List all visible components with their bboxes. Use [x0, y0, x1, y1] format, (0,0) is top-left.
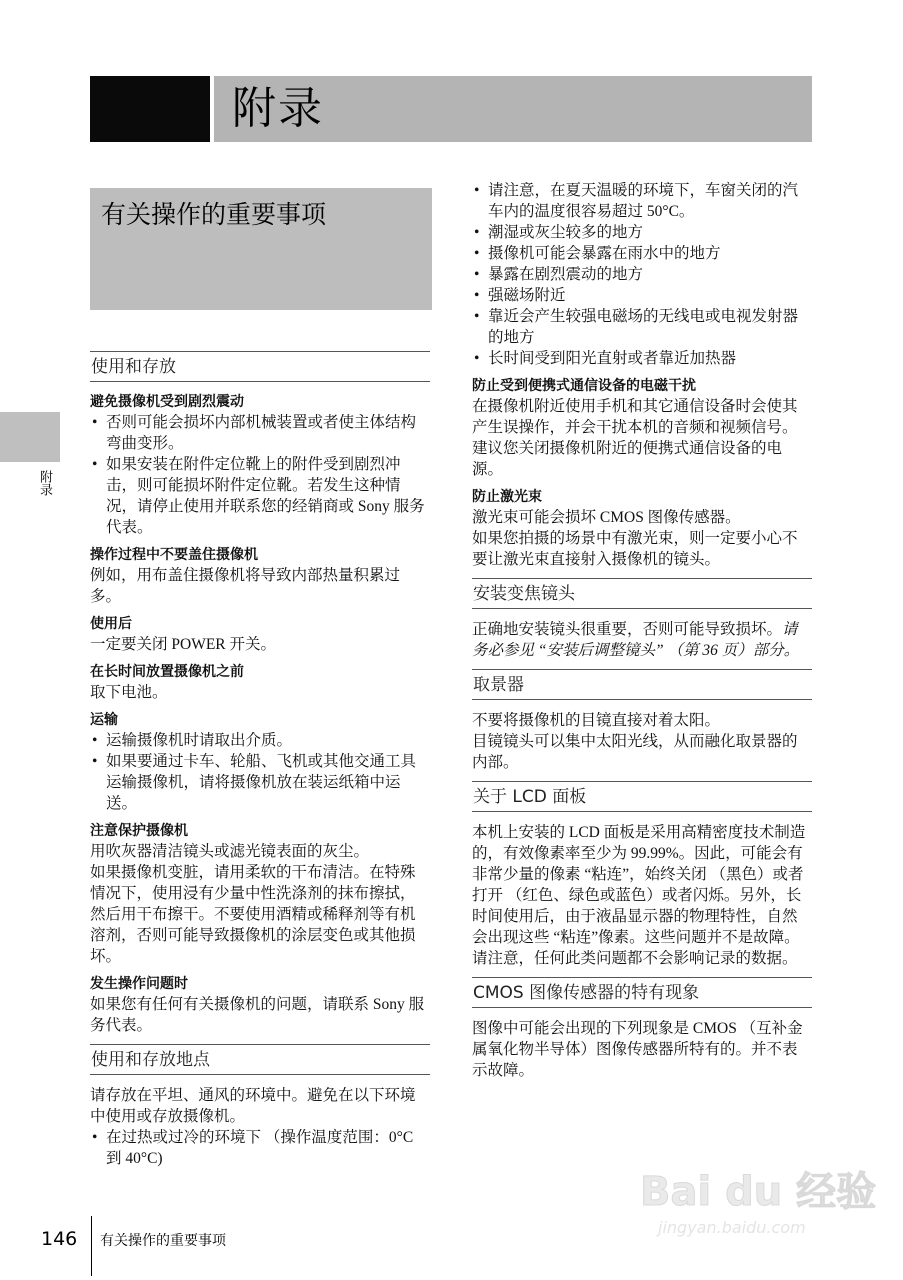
transport-list [90, 730, 430, 814]
footer-divider [91, 1216, 92, 1276]
paragraph: 如果您有任何有关摄像机的问题，请联系 Sony 服务代表。 [90, 996, 425, 1034]
paragraph: 在摄像机附近使用手机和其它通信设备时会使其产生误操作，并会干扰本机的音频和视频信号。 [472, 398, 798, 436]
subheading-problem: 发生操作问题时 [90, 976, 188, 992]
subheading-long-storage: 在长时间放置摄像机之前 [90, 664, 244, 680]
paragraph: 图像中可能会出现的下列现象是 CMOS （互补金属氧化物半导体）图像传感器所特有的。并不表示故障。 [472, 1020, 803, 1079]
right-column [472, 180, 812, 1081]
list-item: • 暴露在剧烈震动的地方 [472, 264, 812, 285]
paragraph: 一定要关闭 POWER 开关。 [90, 636, 277, 653]
list-item: • 如果安装在附件定位靴上的附件受到剧烈冲击，则可能损坏附件定位靴。若发生这种情况，请停止使用并联系您的经销商或 Sony 服务代表。 [90, 454, 430, 538]
heading-use-storage: 使用和存放 [90, 351, 430, 382]
subheading-care: 注意保护摄像机 [90, 823, 188, 839]
vibration-list [90, 412, 430, 538]
chapter-title: 附录 [232, 83, 324, 134]
side-tab [0, 412, 60, 462]
page-number: 146 [41, 1228, 78, 1250]
section-title: 有关操作的重要事项 [101, 200, 327, 229]
chapter-banner-black [90, 76, 210, 142]
watermark-url: jingyan.baidu.com [658, 1218, 806, 1237]
side-tab-label: 附录 [37, 470, 52, 496]
footer-title: 有关操作的重要事项 [100, 1233, 226, 1249]
paragraph: 不要将摄像机的目镜直接对着太阳。 [472, 712, 721, 729]
paragraph: 如果摄像机变脏，请用柔软的干布清洁。在特殊情况下，使用浸有少量中性洗涤剂的抹布擦拭，然后用干布擦干。不要使用酒精或稀释剂等有机溶剂，否则可能导致摄像机的涂层变色或其他损坏。 [90, 864, 416, 965]
heading-lcd: 关于 LCD 面板 [472, 781, 812, 812]
list-item: • 摄像机可能会暴露在雨水中的地方 [472, 243, 812, 264]
subheading-vibration: 避免摄像机受到剧烈震动 [90, 394, 244, 410]
subheading-laser: 防止激光束 [472, 489, 542, 505]
watermark [640, 1160, 877, 1270]
left-column [90, 343, 430, 1169]
list-item: • 运输摄像机时请取出介质。 [90, 730, 430, 751]
place-list [90, 1127, 430, 1169]
paragraph: 本机上安装的 LCD 面板是采用高精密度技术制造的，有效像素率至少为 99.99%。因此，可能会有非常少量的像素 “粘连”，始终关闭 （黑色）或者打开 （红色、绿色或蓝色）或者闪烁。另外，长时间使用后，由于液晶显示器的物理特性，自然会出现这些 “粘连”像素。这些问题并不是故障。请注意，任何此类问题都不会影响记录的数据。 [472, 824, 806, 967]
list-item: • 在过热或过冷的环境下 （操作温度范围：0°C 到 40°C) [90, 1127, 430, 1169]
paragraph [472, 619, 812, 661]
paragraph: 例如，用布盖住摄像机将导致内部热量积累过多。 [90, 567, 401, 605]
heading-cmos: CMOS 图像传感器的特有现象 [472, 977, 812, 1008]
subheading-after-use: 使用后 [90, 616, 132, 632]
place-list-continued [472, 180, 812, 369]
list-item: • 强磁场附近 [472, 285, 812, 306]
list-item: • 如果要通过卡车、轮船、飞机或其他交通工具运输摄像机，请将摄像机放在装运纸箱中运送。 [90, 751, 430, 814]
subheading-emi: 防止受到便携式通信设备的电磁干扰 [472, 378, 696, 394]
lens-text: 正确地安装镜头很重要，否则可能导致损坏。 [472, 621, 783, 638]
subheading-cover: 操作过程中不要盖住摄像机 [90, 547, 258, 563]
list-item: • 请注意，在夏天温暖的环境下，车窗关闭的汽车内的温度很容易超过 50°C。 [472, 180, 812, 222]
subheading-transport: 运输 [90, 712, 118, 728]
list-item: • 潮湿或灰尘较多的地方 [472, 222, 812, 243]
heading-lens: 安装变焦镜头 [472, 578, 812, 609]
list-item: • 靠近会产生较强电磁场的无线电或电视发射器的地方 [472, 306, 812, 348]
paragraph: 用吹灰器清洁镜头或滤光镜表面的灰尘。 [90, 843, 370, 860]
paragraph: 激光束可能会损坏 CMOS 图像传感器。 [472, 509, 741, 526]
paragraph: 建议您关闭摄像机附近的便携式通信设备的电源。 [472, 440, 783, 478]
watermark-logo: Bai du 经验 [640, 1169, 877, 1215]
list-item: • 否则可能会损坏内部机械装置或者使主体结构弯曲变形。 [90, 412, 430, 454]
paragraph: 目镜镜头可以集中太阳光线，从而融化取景器的内部。 [472, 733, 798, 771]
lens-page-reference[interactable]: 请务必参见 “安装后调整镜头” （第 36 页）部分。 [472, 621, 800, 659]
heading-viewfinder: 取景器 [472, 669, 812, 700]
heading-use-storage-place: 使用和存放地点 [90, 1044, 430, 1075]
paragraph: 取下电池。 [90, 684, 168, 701]
paragraph: 请存放在平坦、通风的环境中。避免在以下环境中使用或存放摄像机。 [90, 1087, 416, 1125]
paragraph: 如果您拍摄的场景中有激光束，则一定要小心不要让激光束直接射入摄像机的镜头。 [472, 530, 798, 568]
list-item: • 长时间受到阳光直射或者靠近加热器 [472, 348, 812, 369]
